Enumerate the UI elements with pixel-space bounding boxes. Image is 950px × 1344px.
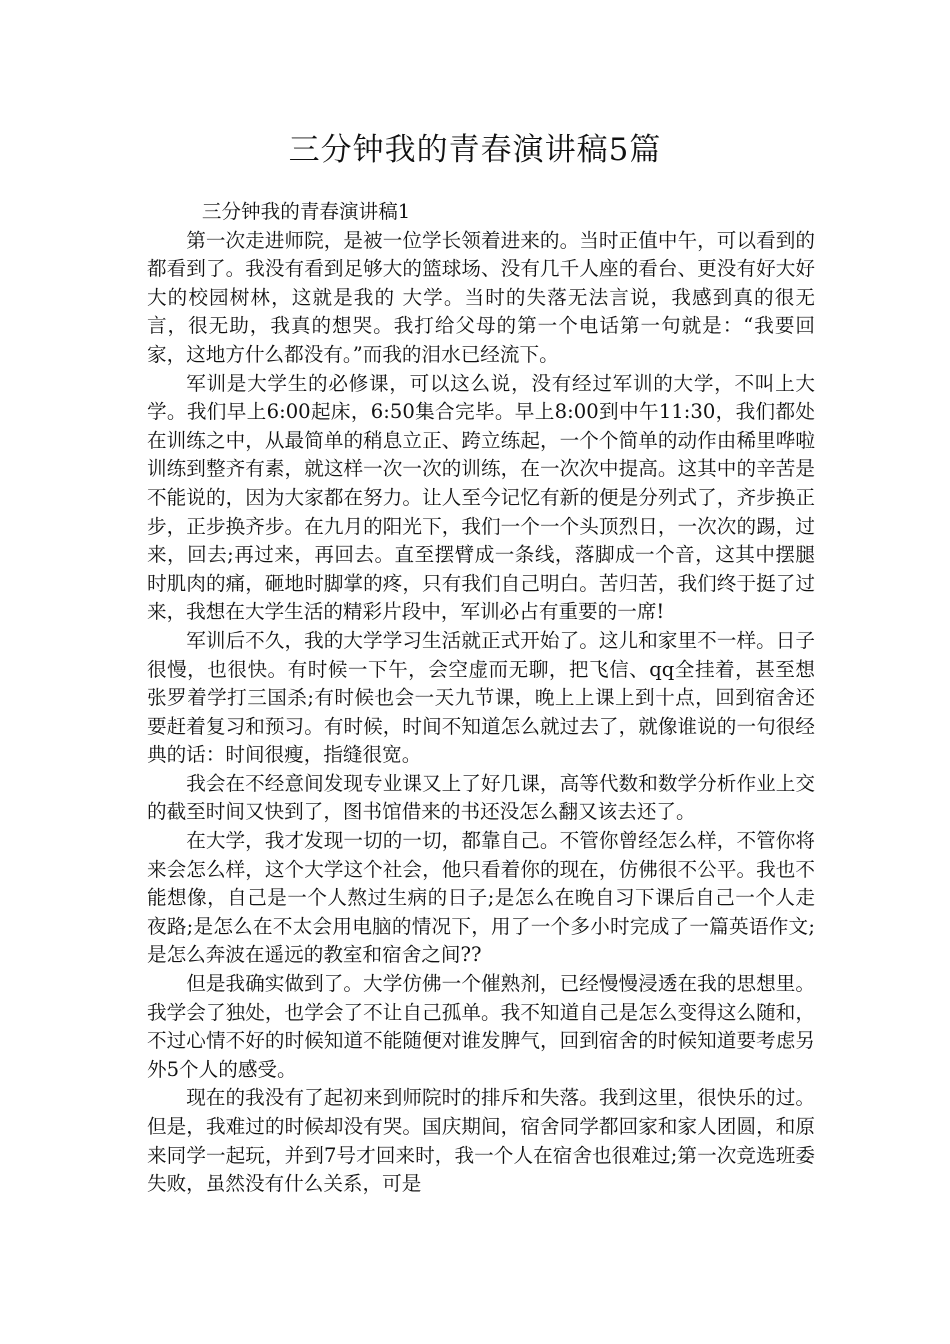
- document-body: [147, 198, 815, 1199]
- document-title: 三分钟我的青春演讲稿5篇: [288, 132, 662, 168]
- section-heading: 三分钟我的青春演讲稿1: [201, 200, 411, 223]
- paragraph-3: 军训后不久，我的大学学习生活就正式开始了。这儿和家里不一样。日子很慢，也很快。有时候一下午，会空虚而无聊，把飞信、qq全挂着，甚至想张罗着学打三国杀;有时候也会一天九节课，晚上上课上到十点，回到宿舍还要赶着复习和预习。有时候，时间不知道怎么就过去了，就像谁说的一句很经典的话：时间很瘦，指缝很宽。: [147, 628, 815, 767]
- paragraph-4: 我会在不经意间发现专业课又上了好几课，高等代数和数学分析作业上交的截至时间又快到了，图书馆借来的书还没怎么翻又该去还了。: [147, 771, 815, 824]
- paragraph-5: 在大学，我才发现一切的一切，都靠自己。不管你曾经怎么样，不管你将来会怎么样，这个大学这个社会，他只看着你的现在，仿佛很不公平。我也不能想像，自己是一个人熬过生病的日子;是怎么在晚自习下课后自己一个人走夜路;是怎么在不太会用电脑的情况下，用了一个多小时完成了一篇英语作文;是怎么奔波在遥远的教室和宿舍之间??: [147, 829, 815, 967]
- paragraph-6: 但是我确实做到了。大学仿佛一个催熟剂，已经慢慢浸透在我的思想里。我学会了独处，也学会了不让自己孤单。我不知道自己是怎么变得这么随和，不过心情不好的时候知道不能随便对谁发脾气，回到宿舍的时候知道要考虑另外5个人的感受。: [147, 972, 815, 1081]
- paragraph-2: 军训是大学生的必修课，可以这么说，没有经过军训的大学，不叫上大学。我们早上6:00起床，6:50集合完毕。早上8:00到中午11:30，我们都处在训练之中，从最简单的稍息立正、跨立练起，一个个简单的动作由稀里哗啦训练到整齐有素，就这样一次一次的训练，在一次次中提高。这其中的辛苦是不能说的，因为大家都在努力。让人至今记忆有新的便是分列式了，齐步换正步，正步换齐步。在九月的阳光下，我们一个一个头顶烈日，一次次的踢，过来，回去;再过来，再回去。直至摆臂成一条线，落脚成一个音，这其中摆腿时肌肉的痛，砸地时脚掌的疼，只有我们自己明白。苦归苦，我们终于挺了过来，我想在大学生活的精彩片段中，军训必占有重要的一席!: [147, 371, 815, 624]
- paragraph-7: 现在的我没有了起初来到师院时的排斥和失落。我到这里，很快乐的过。但是，我难过的时候却没有哭。国庆期间，宿舍同学都回家和家人团圆，和原来同学一起玩，并到7号才回来时，我一个人在宿舍也很难过;第一次竞选班委失败，虽然没有什么关系，可是: [147, 1086, 815, 1196]
- paragraph-1: 第一次走进师院，是被一位学长领着进来的。当时正值中午，可以看到的都看到了。我没有看到足够大的篮球场、没有几千人座的看台、更没有好大好大的校园树林，这就是我的 大学。当时的失落无法言说，我感到真的很无言，很无助，我真的想哭。我打给父母的第一个电话第一句就是：“我要回家，这地方什么都没有。”而我的泪水已经流下。: [147, 228, 815, 366]
